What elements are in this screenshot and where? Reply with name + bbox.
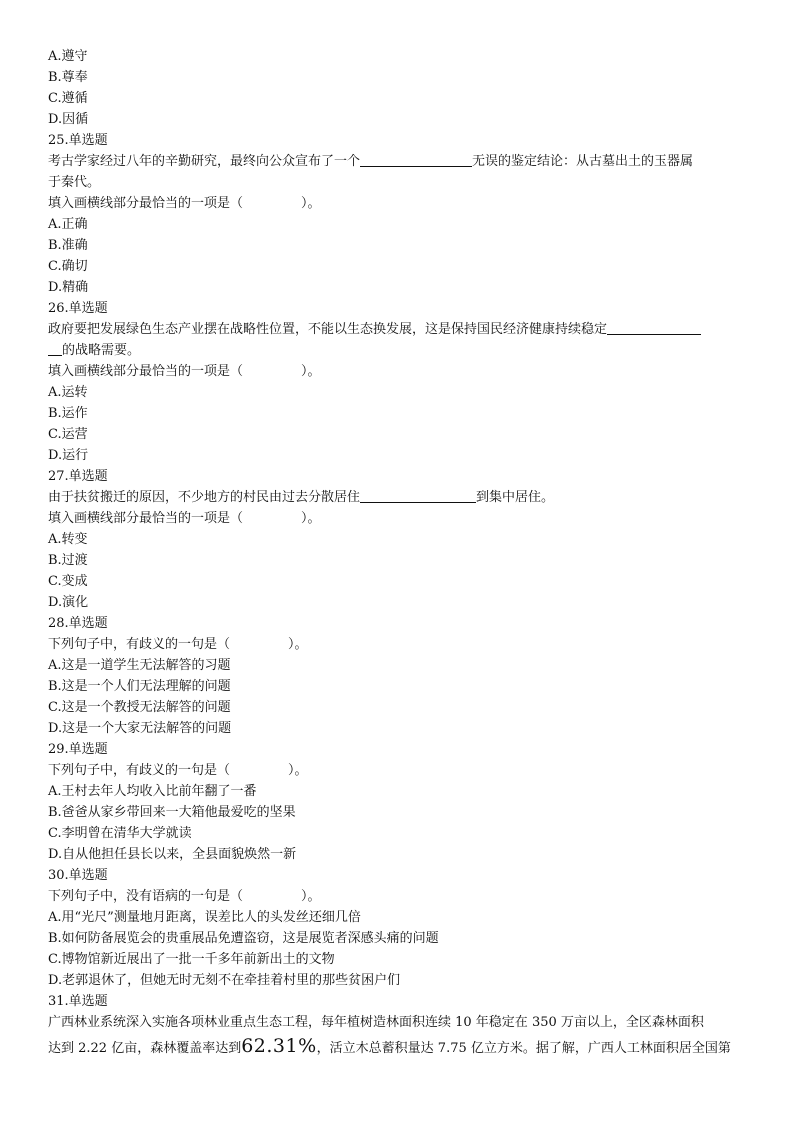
option-a: A.转变 — [48, 532, 88, 547]
question-prompt: 下列句子中，没有语病的一句是（ ）。 — [48, 889, 321, 904]
question-header: 30.单选题 — [48, 868, 108, 883]
option-b: B.爸爸从家乡带回来一大箱他最爱吃的坚果 — [48, 805, 296, 820]
option-c: C.李明曾在清华大学就读 — [48, 826, 192, 841]
option-a: A.这是一道学生无法解答的习题 — [48, 658, 231, 673]
question-stem: 由于扶贫搬迁的原因，不少地方的村民由过去分散居住 到集中居住。 — [48, 487, 760, 508]
question-stem-continued: 的战略需要。 — [48, 340, 760, 361]
option-d: D.精确 — [48, 280, 89, 295]
fill-blank-continued — [48, 340, 62, 356]
option-d: D.这是一个大家无法解答的问题 — [48, 721, 232, 736]
question-prompt: 填入画横线部分最恰当的一项是（ ）。 — [48, 511, 321, 526]
question-stem: 考古学家经过八年的辛勤研究，最终向公众宣布了一个 无误的鉴定结论：从古墓出土的玉器属 — [48, 151, 760, 172]
question-prompt: 下列句子中，有歧义的一句是（ ）。 — [48, 637, 308, 652]
question-stem-continued: 达到 2.22 亿亩，森林覆盖率达到62.31%，活立木总蓄积量达 7.75 亿立方米。据了解，广西人工林面积居全国第 — [48, 1035, 731, 1057]
question-header: 31.单选题 — [48, 994, 108, 1009]
option-c: C.博物馆新近展出了一批一千多年前新出土的文物 — [48, 952, 335, 967]
fill-blank — [360, 151, 472, 167]
option-a: A.遵守 — [48, 49, 88, 64]
question-prompt: 填入画横线部分最恰当的一项是（ ）。 — [48, 196, 321, 211]
option-b: B.这是一个人们无法理解的问题 — [48, 679, 231, 694]
option-d: D.自从他担任县长以来，全县面貌焕然一新 — [48, 847, 297, 862]
fill-blank — [360, 487, 476, 503]
option-c: C.确切 — [48, 259, 88, 274]
question-header: 27.单选题 — [48, 469, 108, 484]
forest-coverage-value: 62.31% — [241, 1035, 317, 1057]
question-28 — [48, 613, 760, 739]
option-c: C.变成 — [48, 574, 88, 589]
question-header: 25.单选题 — [48, 133, 108, 148]
question-header: 28.单选题 — [48, 616, 108, 631]
question-stem: 广西林业系统深入实施各项林业重点生态工程，每年植树造林面积连续 10 年稳定在 350 万亩以上，全区森林面积 — [48, 1015, 704, 1030]
fill-blank — [607, 319, 701, 335]
question-31 — [48, 991, 760, 1062]
question-header: 29.单选题 — [48, 742, 108, 757]
option-c: C.这是一个教授无法解答的问题 — [48, 700, 231, 715]
question-26 — [48, 298, 760, 466]
option-b: B.过渡 — [48, 553, 88, 568]
exam-document — [48, 46, 760, 1062]
option-b: B.准确 — [48, 238, 88, 253]
option-a: A.正确 — [48, 217, 88, 232]
question-prompt: 填入画横线部分最恰当的一项是（ ）。 — [48, 364, 321, 379]
option-a: A.用“光尺”测量地月距离，误差比人的头发丝还细几倍 — [48, 910, 361, 925]
option-a: A.王村去年人均收入比前年翻了一番 — [48, 784, 257, 799]
option-c: C.运营 — [48, 427, 88, 442]
option-a: A.运转 — [48, 385, 88, 400]
question-30 — [48, 865, 760, 991]
option-d: D.运行 — [48, 448, 89, 463]
question-24-options — [48, 46, 760, 130]
question-prompt: 下列句子中，有歧义的一句是（ ）。 — [48, 763, 308, 778]
option-b: B.如何防备展览会的贵重展品免遭盗窃，这是展览者深感头痛的问题 — [48, 931, 439, 946]
question-stem: 政府要把发展绿色生态产业摆在战略性位置，不能以生态换发展，这是保持国民经济健康持续稳定 — [48, 319, 760, 340]
question-29 — [48, 739, 760, 865]
option-b: B.尊奉 — [48, 70, 88, 85]
option-d: D.演化 — [48, 595, 89, 610]
option-d: D.因循 — [48, 112, 89, 127]
question-25 — [48, 130, 760, 298]
option-b: B.运作 — [48, 406, 88, 421]
option-c: C.遵循 — [48, 91, 88, 106]
question-header: 26.单选题 — [48, 301, 108, 316]
option-d: D.老郭退休了，但她无时无刻不在牵挂着村里的那些贫困户们 — [48, 973, 401, 988]
question-27 — [48, 466, 760, 613]
question-stem-continued: 于秦代。 — [48, 175, 101, 190]
